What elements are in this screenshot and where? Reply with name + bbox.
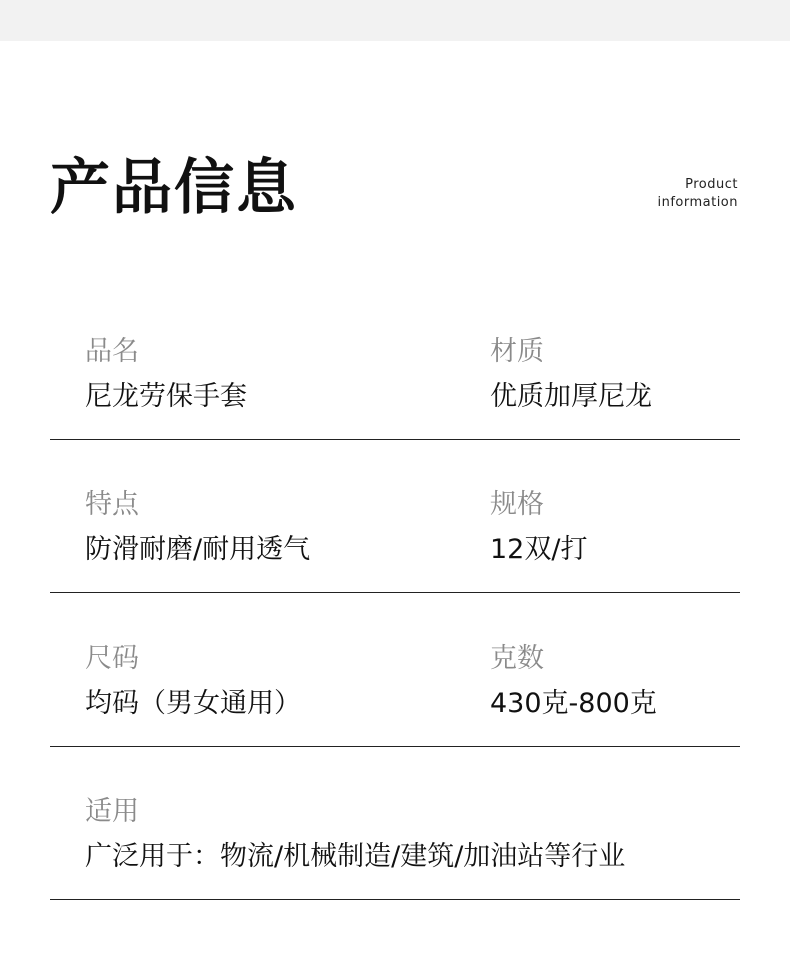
info-cell-features [85, 487, 310, 568]
info-label: 尺码 [85, 643, 139, 674]
info-value: 优质加厚尼龙 [490, 381, 652, 412]
info-label: 适用 [85, 796, 139, 827]
info-row-name-material [50, 334, 740, 440]
info-cell-size [85, 641, 301, 722]
page-subtitle [538, 176, 738, 212]
info-value: 12双/打 [490, 534, 588, 565]
info-label: 规格 [490, 489, 544, 520]
info-row-features-spec [50, 487, 740, 593]
info-value: 广泛用于：物流/机械制造/建筑/加油站等行业 [85, 841, 626, 872]
info-label: 品名 [85, 336, 139, 367]
info-value: 防滑耐磨/耐用透气 [85, 534, 311, 565]
info-label: 材质 [490, 336, 544, 367]
info-row-usage [50, 794, 740, 900]
info-cell-weight [490, 641, 657, 722]
page-title: 产品信息 [50, 153, 298, 223]
subtitle-line-1: Product [685, 177, 738, 192]
top-band [0, 0, 790, 41]
info-value: 430克-800克 [490, 688, 657, 719]
info-value: 均码（男女通用） [85, 688, 301, 719]
info-cell-material [490, 334, 652, 415]
info-label: 特点 [85, 489, 139, 520]
info-cell-name [85, 334, 247, 415]
info-label: 克数 [490, 643, 544, 674]
subtitle-line-2: information [657, 195, 738, 210]
info-value: 尼龙劳保手套 [85, 381, 247, 412]
info-cell-spec [490, 487, 587, 568]
info-cell-usage [85, 794, 625, 875]
info-row-size-weight [50, 641, 740, 747]
